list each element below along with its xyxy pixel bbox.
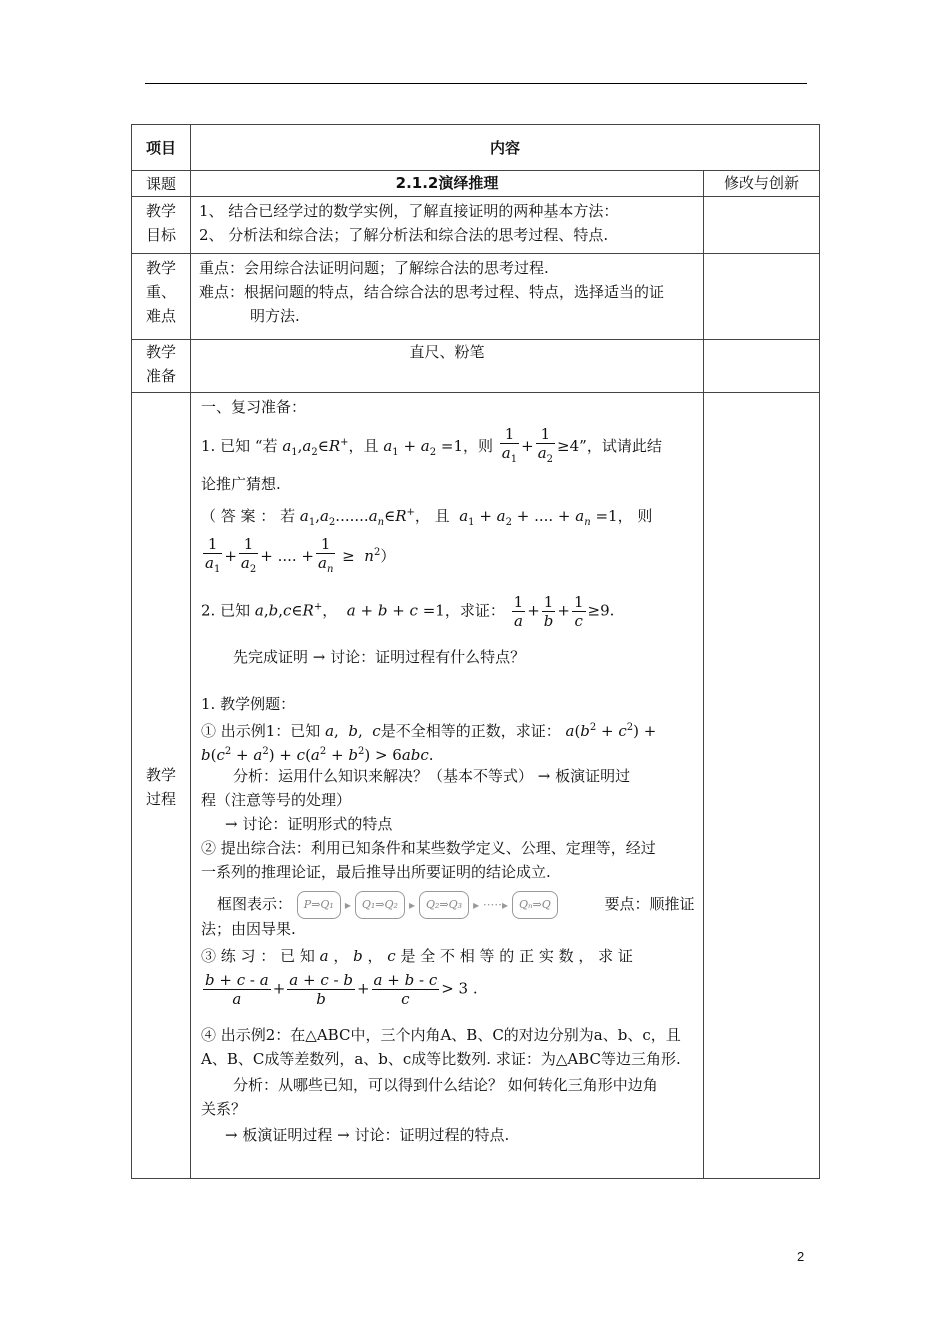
goals-content [191, 197, 704, 254]
header-item: 项目 [132, 125, 191, 171]
key-line: 重点：会用综合法证明问题；了解综合法的思考过程. [199, 259, 549, 277]
example-1-analysis: 分析：运用什么知识来解决？（基本不等式） → 板演证明过 [233, 767, 631, 785]
topic-title: 2.1.2演绎推理 [191, 171, 704, 197]
flow-step: Q₂⇒Q₃ [419, 891, 469, 919]
examples-title: 1. 教学例题： [201, 695, 296, 713]
example-2-analysis-cont: 关系？ [201, 1100, 247, 1118]
goals-notes [704, 197, 820, 254]
synthesis-method: ② 提出综合法：利用已知条件和某些数学定义、公理、定理等，经过 [201, 839, 656, 857]
flow-diagram: P⇒Q₁ ▸ Q₁⇒Q₂ ▸ Q₂⇒Q₃ ▸ ·····▸ Qₙ⇒Q [297, 891, 558, 919]
example-2-discussion: → 板演证明过程 → 讨论：证明过程的特点. [225, 1126, 510, 1144]
lesson-plan-table [131, 124, 820, 1179]
example-2-cont: A、B、C成等差数列，a、b、c成等比数列. 求证：为△ABC等边三角形. [201, 1050, 681, 1068]
process-notes [704, 393, 820, 1179]
header-content: 内容 [191, 125, 820, 171]
revision-column-label: 修改与创新 [704, 171, 820, 197]
example-1-cont: $b(c^2 + a^2) + c(a^2 + b^2) > 6abc$. [201, 746, 434, 764]
prep-row [132, 340, 820, 393]
header-rule [145, 83, 807, 84]
key-label: 教学 重、 难点 [132, 254, 191, 340]
answer-line-1: （ 答 案 ： 若 $a_1,a_2.......a_n\in R^+$， 且 $a_1 + a_2$ + .... + $a_n =1$， 则 [201, 507, 653, 528]
answer-line-2: $\frac{1}{a_1}$ + $\frac{1}{a_2}$ + .... + $\frac{1}{a_n}$ ≥ $n^2$） [205, 535, 396, 575]
example-2: ④ 出示例2：在△ABC中，三个内角A、B、C的对边分别为a、b、c，且 [201, 1026, 681, 1044]
goals-label: 教学 目标 [132, 197, 191, 254]
flow-step: Q₁⇒Q₂ [355, 891, 405, 919]
topic-row [132, 171, 820, 197]
prep-notes [704, 340, 820, 393]
topic-label: 课题 [132, 171, 191, 197]
key-content [191, 254, 704, 340]
goal-line: 2、 分析法和综合法；了解分析法和综合法的思考过程、特点. [199, 226, 609, 244]
key-line: 明方法. [250, 307, 300, 325]
practice: ③ 练 习 ： 已 知 a ， b ， c 是 全 不 相 等 的 正 实 数 ， 求 证 [201, 947, 633, 965]
process-label: 教学 过程 [132, 393, 191, 1179]
goals-row [132, 197, 820, 254]
practice-inequality: $\frac{b + c - a}{a}$ + $\frac{a + c - b}{b}$ + $\frac{a + b - c}{c}$ > 3 . [205, 971, 478, 1008]
key-notes [704, 254, 820, 340]
page-number: 2 [797, 1249, 805, 1264]
flow-step: Qₙ⇒Q [512, 891, 558, 919]
example-1-discussion: → 讨论：证明形式的特点 [225, 815, 393, 833]
key-line: 难点：根据问题的特点，结合综合法的思考过程、特点，选择适当的证 [199, 283, 665, 301]
process-row [132, 393, 820, 1179]
process-content [191, 393, 704, 1179]
prep-label: 教学 准备 [132, 340, 191, 393]
review-title: 一、复习准备： [201, 398, 307, 416]
flow-note-cont: 法；由因导果. [201, 920, 296, 938]
question-2-note: 先完成证明 → 讨论：证明过程有什么特点？ [233, 648, 526, 666]
goal-line: 1、 结合已经学过的数学实例，了解直接证明的两种基本方法： [199, 202, 619, 220]
example-1-analysis-cont: 程（注意等号的处理） [201, 791, 352, 809]
table-header-row [132, 125, 820, 171]
key-points-row [132, 254, 820, 340]
question-1: 1. 已知 “若 $a_1,a_2\in R^+$，且 $a_1 + a_2 =1$，则 $\frac{1}{a_1}$ + $\frac{1}{a_2}$ ≥4”，试请此结 [201, 425, 662, 465]
example-1: ① 出示例1：已知 a, b, c是不全相等的正数，求证： $a(b^2 + c^2)$ + [201, 722, 657, 740]
synthesis-method-cont: 一系列的推理论证，最后推导出所要证明的结论成立. [201, 863, 551, 881]
flow-step: P⇒Q₁ [297, 891, 341, 919]
prep-content: 直尺、粉笔 [191, 340, 704, 393]
question-1-cont: 论推广猜想. [201, 475, 281, 493]
question-2: 2. 已知 a,b,c∈R+， a + b + c =1，求证： $\frac{1}{a}$ + $\frac{1}{b}$ + $\frac{1}{c}$ ≥9. [201, 593, 615, 630]
flow-diagram-row: 框图表示： P⇒Q₁ ▸ Q₁⇒Q₂ ▸ Q₂⇒Q₃ ▸ ·····▸ Qₙ⇒Q 要点：顺推证 [217, 891, 695, 919]
example-2-analysis: 分析：从哪些已知，可以得到什么结论？ 如何转化三角形中边角 [233, 1076, 658, 1094]
